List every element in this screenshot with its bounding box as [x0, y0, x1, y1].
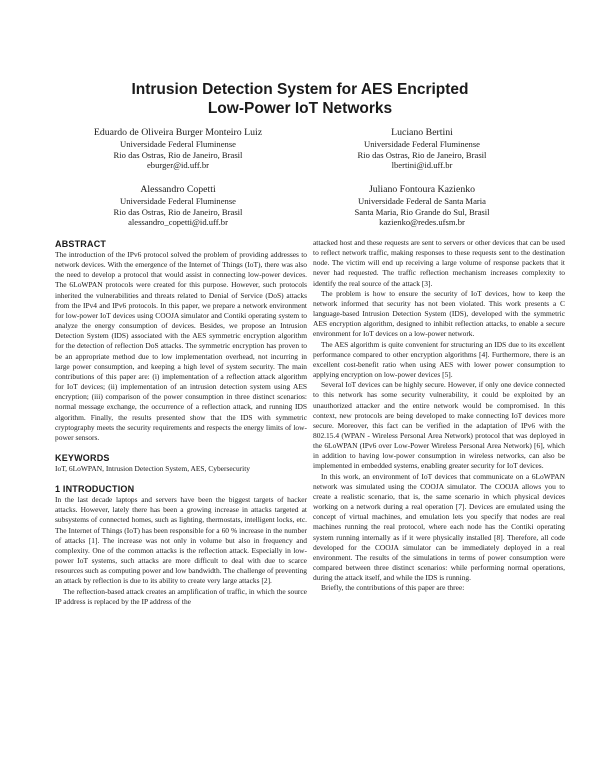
title-line-1: Intrusion Detection System for AES Encripted: [131, 81, 469, 98]
title-line-2: Low-Power IoT Networks: [207, 100, 393, 117]
author-block: [53, 184, 303, 228]
introduction-heading: 1 INTRODUCTION: [55, 484, 135, 495]
author-email: lbertini@id.uff.br: [391, 160, 453, 171]
intro-paragraph: Several IoT devices can be highly secure. However, if only one device connected to this network has some security vulnerability, it could be exploited by an unauthorized attacker and the entire network would be compromised. In this context, new protocols are being developed to make connecting IoT devices more secure. Moreover, this fact can be verified in the adaptation of IPv6 with the 802.15.4 (WPAN - Wireless Personal Area Network) protocol that was deployed in the 6LoWPAN (IPv6 over Low-Power Wireless Personal Area Network) [6], which in addition to having low-power consumption in wireless networks, can also be implemented in embedded systems, enabling greater security for IoT devices.: [313, 380, 565, 471]
intro-paragraph: Briefly, the contributions of this paper are three:: [321, 583, 465, 593]
author-name: Juliano Fontoura Kazienko: [368, 184, 476, 195]
author-email: eburger@id.uff.br: [146, 160, 209, 171]
intro-paragraph: attacked host and these requests are sent to servers or other devices that can be used to reflect network traffic, making responses to these requests sent to the destination node. The victim will end up receiving a large volume of response packets that it never had requested. The traffic reflection mechanism increases complexity to identify the real source of the attack [3].: [313, 238, 565, 288]
left-column: [55, 238, 307, 607]
author-affiliation: Universidade Federal Fluminense: [120, 196, 236, 206]
author-name: Eduardo de Oliveira Burger Monteiro Luiz: [93, 127, 263, 138]
right-column: [313, 238, 565, 593]
intro-paragraph: The reflection-based attack creates an amplification of traffic, in which the source IP address is replaced by the IP address of the: [55, 586, 307, 606]
keywords-heading: KEYWORDS: [55, 452, 110, 463]
abstract-text: The introduction of the IPv6 protocol solved the problem of providing addresses to network devices. With the emergence of the Internet of Things (IoT), there was also the need to develop a protocol that would assist in connecting low-power devices. The 6LoWPAN protocols were created for this purpose. However, such protocols inherited the vulnerabilities and threats related to Denial of Service (DoS) attacks from the IPv4 and IPv6 protocols. In this paper, we prepare a network environment for low-power IoT devices using COOJA simulator and Contiki operating system to analyze the energy consumption of devices. Besides, we propose an Intrusion Detection System (IDS) associated with the AES symmetric encryption algorithm for the detection of reflection DoS attacks. The symmetric encryption has proven to be an appropriate method due to low implementation overhead, not incurring in large power consumption, and keeping a high level of system security. The main contributions of this paper are: (i) implementation of a reflection attack algorithm for IoT devices; (ii) implementation of an intrusion detection system using AES encryption; (iii) comparison of the power consumption in three distinct scenarios: normal message exchange, the occurrence of a reflection attack, and running IDS algorithm. Finally, the results presented show that the IDS with symmetric cryptography meets the security requirements and respects the energy limits of low-power sensors.: [55, 250, 307, 442]
author-location: Santa Maria, Rio Grande do Sul, Brasil: [354, 206, 490, 217]
author-location: Rio das Ostras, Rio de Janeiro, Brasil: [113, 149, 243, 160]
intro-paragraph: The problem is how to ensure the security of IoT devices, how to keep the network informed that security has not been violated. This work presents a C language-based Intrusion Detection System (IDS), developed with the symmetric AES encryption algorithm, designed to inhibit reflection attacks, to enable a secure environment for IoT devices on a low-power network.: [313, 288, 565, 339]
author-block: [297, 127, 547, 171]
author-affiliation: Universidade Federal de Santa Maria: [358, 196, 486, 206]
author-location: Rio das Ostras, Rio de Janeiro, Brasil: [357, 149, 487, 160]
intro-paragraph: In this work, an environment of IoT devices that communicate on a 6LoWPAN network was simulated using the COOJA simulator. The COOJA allows you to create a realistic scenario, that is, the same scenario in which physical devices working on a network during a real operation [7]. Devices are emulated using the concept of virtual machines, and emulation lets you specify that nodes are real machines running the real protocol, where each node has the Contiki operating system running internally as if it were physically installed [8]. Therefore, all code developed for the COOJA simulator can be immediately deployed in a real environment. The results of the simulations in terms of power consumption were compared between three distinct scenarios: while performing normal operations, during the attack itself, and while the IDS is running.: [313, 471, 565, 583]
intro-paragraph: In the last decade laptops and servers have been the biggest targets of hacker attacks. However, lately there has been a growing increase in attacks targeted at subsystems of connected homes, such as lighting, thermostats, intelligent locks, etc. The Internet of Things (IoT) has been responsible for a 60 % increase in the number of attacks [1]. The increase was not only in volume but also in frequency and complexity. One of the common attacks is the reflection attack. Especially in low-power IoT systems, such attacks are more difficult to deal with due to scarce resources such as computing power and low bandwidth. The challenge of preventing an attack by reflection is due to its ability to create very large attacks [2].: [55, 495, 307, 586]
abstract-heading: ABSTRACT: [55, 239, 107, 249]
author-email: alessandro_copetti@id.uff.br: [128, 217, 228, 228]
intro-paragraph: The AES algorithm is quite convenient for structuring an IDS due to its excellent performance compared to other encryption algorithms [4]. Furthermore, there is an excellent cost-benefit ratio when using AES with lower power consumption to applying encryption on low-power devices [5].: [313, 339, 565, 380]
author-name: Alessandro Copetti: [140, 184, 216, 195]
author-email: kazienko@redes.ufsm.br: [379, 217, 465, 228]
author-location: Rio das Ostras, Rio de Janeiro, Brasil: [113, 206, 243, 217]
author-block: [53, 127, 303, 171]
author-block: [297, 184, 547, 228]
paper-title: [60, 80, 540, 118]
author-affiliation: Universidade Federal Fluminense: [120, 139, 236, 149]
author-name: Luciano Bertini: [391, 127, 453, 138]
keywords-text: IoT, 6LoWPAN, Intrusion Detection System, AES, Cybersecurity: [55, 463, 251, 473]
author-affiliation: Universidade Federal Fluminense: [364, 139, 480, 149]
